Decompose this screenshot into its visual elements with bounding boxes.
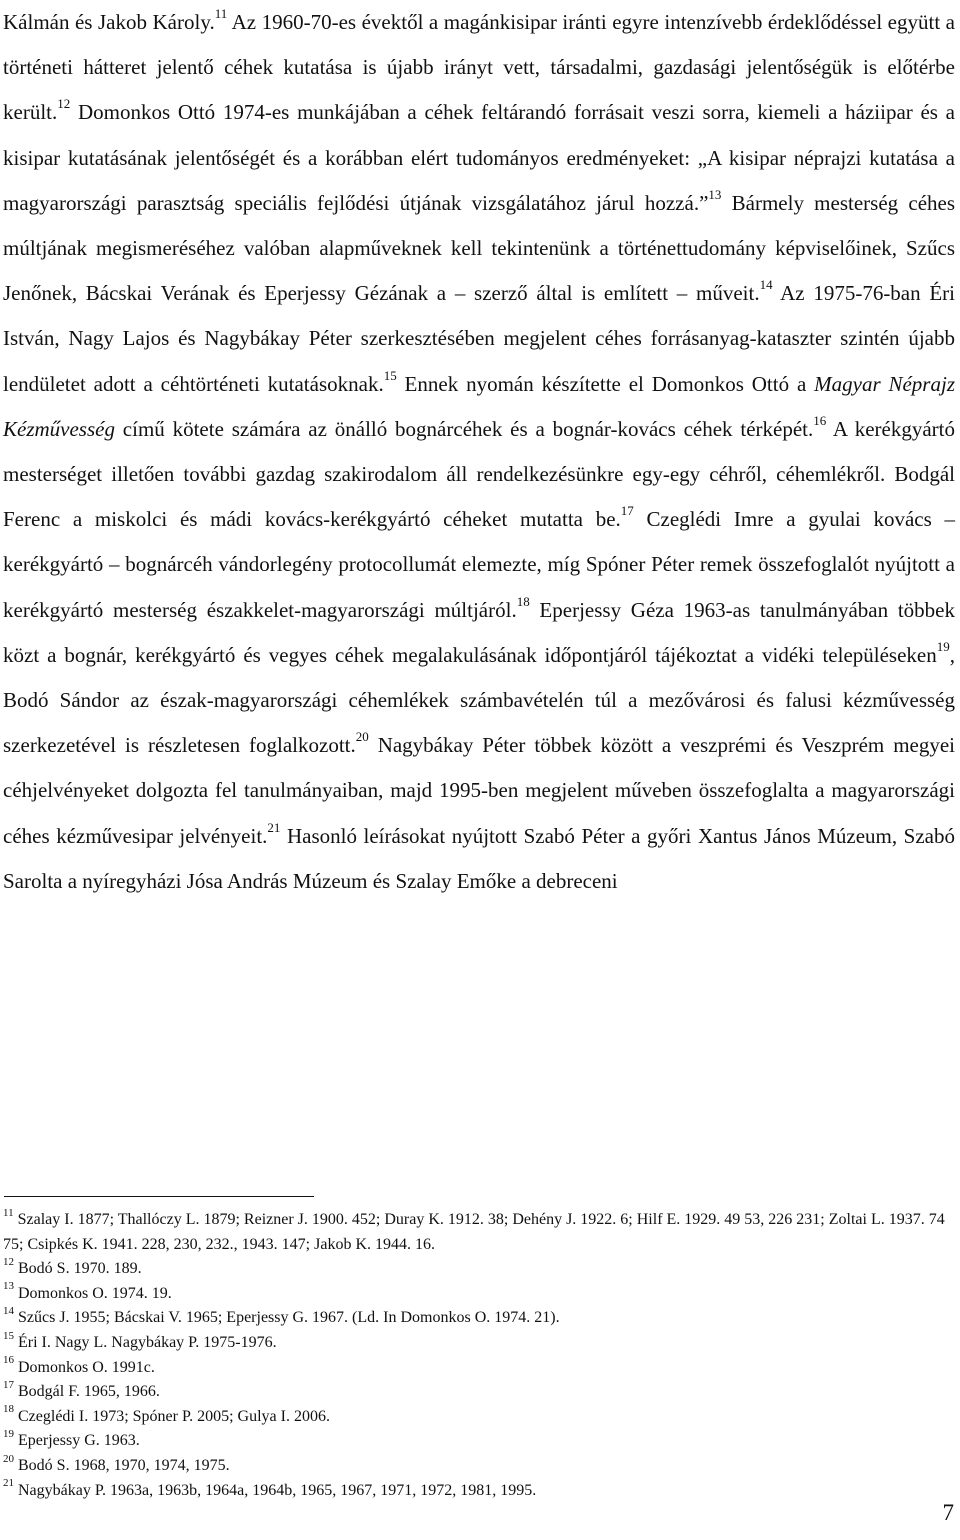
body-text-segment: Domonkos Ottó 1974-es munkájában a céhek feltárandó forrásait veszi sorra, kiemeli a háziipar és a kisipar kutatásának jelentőségét és a korábban elért tudományos eredményeket: „A kisipar néprajzi kutatása a magyarországi parasztság speciális fejlődési útjának vizsgálatához járul hozzá.” xyxy=(3,100,955,215)
footnote-number: 20 xyxy=(3,1452,14,1465)
body-text-segment: Hasonló leírásokat nyújtott Szabó Péter a győri Xantus János Múzeum, Szabó Sarolta a nyíregyházi Jósa András Múzeum és Szalay Emőke a debreceni xyxy=(3,823,955,893)
footnote-separator xyxy=(4,1196,314,1197)
footnotes xyxy=(3,1208,955,1503)
footnote-number: 11 xyxy=(3,1206,14,1219)
footnote-20 xyxy=(3,1454,955,1479)
footnote-ref: 21 xyxy=(267,819,281,835)
footnote-ref: 12 xyxy=(57,96,71,112)
footnote-number: 13 xyxy=(3,1280,14,1293)
book-title-italic: Magyar Néprajz Kézművesség xyxy=(3,371,955,441)
footnote-21 xyxy=(3,1479,955,1504)
footnote-16 xyxy=(3,1356,955,1381)
footnote-ref: 13 xyxy=(708,186,722,202)
body-text-segment: Az 1975-76-ban Éri István, Nagy Lajos és Nagybákay Péter szerkesztésében megjelent céhes forrásanyag-kataszter szintén újabb lendületet adott a céhtörténeti kutatásoknak. xyxy=(3,281,955,396)
body-paragraph xyxy=(3,0,955,904)
body-text-segment: Az 1960-70-es évektől a magánkisipar iránti egyre intenzívebb érdeklődéssel együtt a történeti hátteret jelentő céhek kutatása is újabb irányt vett, társadalmi, gazdasági jelentőségük is előtérbe került. xyxy=(3,10,955,125)
footnote-ref: 16 xyxy=(813,412,827,428)
footnote-text: Bodó S. 1970. 189. xyxy=(14,1260,142,1278)
page-number: 7 xyxy=(942,1500,954,1525)
footnote-ref: 11 xyxy=(214,6,228,21)
body-text-segment: , Bodó Sándor az észak-magyarországi céhemlékek számbavételén túl a mezővárosi és falusi kézművesség szerkezetével is részletesen foglalkozott. xyxy=(3,642,955,758)
footnote-ref: 18 xyxy=(516,593,530,609)
body-text-segment: Bármely mesterség céhes múltjának megismeréséhez valóban alapműveknek kell tekintenünk a történettudomány képviselőinek, Szűcs Jenőnek, Bácskai Verának és Eperjessy Gézának a – szerző által is említett – műveit. xyxy=(3,190,956,306)
body-text-segment: Ennek nyomán készítette el Domonkos Ottó a xyxy=(396,371,815,396)
footnote-19 xyxy=(3,1429,955,1454)
footnote-text: Czeglédi I. 1973; Spóner P. 2005; Gulya I. 2006. xyxy=(14,1407,330,1425)
footnote-ref: 15 xyxy=(383,367,397,383)
body-text-segment: Kálmán és Jakob Károly. xyxy=(3,10,215,34)
body-text-segment: Czeglédi Imre a gyulai kovács – kerékgyártó – bognárcéh vándorlegény protocollumát elemezte, míg Spóner Péter remek összefoglalót nyújtott a kerékgyártó mesterség északkelet-magyarországi múltjáról. xyxy=(3,507,955,622)
footnote-14 xyxy=(3,1306,955,1331)
footnote-ref: 19 xyxy=(936,638,950,654)
footnote-number: 15 xyxy=(3,1329,14,1342)
footnote-text: Bodgál F. 1965, 1966. xyxy=(14,1383,160,1401)
footnote-text: Nagybákay P. 1963a, 1963b, 1964a, 1964b, 1965, 1967, 1971, 1972, 1981, 1995. xyxy=(14,1481,537,1499)
footnote-13 xyxy=(3,1282,955,1307)
body-text-segment: A kerékgyártó mesterséget illetően további gazdag szakirodalom áll rendelkezésünkre egy-egy céhről, céhemlékről. Bodgál Ferenc a miskolci és mádi kovács-kerékgyártó céheket mutatta be. xyxy=(3,416,956,532)
footnote-number: 16 xyxy=(3,1354,14,1367)
footnote-17 xyxy=(3,1380,955,1405)
footnote-number: 12 xyxy=(3,1255,14,1268)
footnote-text: Éri I. Nagy L. Nagybákay P. 1975-1976. xyxy=(14,1333,277,1351)
body-text-segment: című kötete számára az önálló bognárcéhek és a bognár-kovács céhek térképét. xyxy=(114,416,814,441)
footnote-text: Domonkos O. 1974. 19. xyxy=(14,1284,172,1302)
body-text-segment: Nagybákay Péter többek között a veszprémi és Veszprém megyei céhjelvényeket dolgozta fel tanulmányaiban, majd 1995-ben megjelent műveben összefoglalta a magyarországi céhes kézművesipar jelvényeit. xyxy=(3,733,955,848)
footnote-ref: 17 xyxy=(620,503,634,519)
footnote-number: 18 xyxy=(3,1403,14,1416)
footnote-number: 21 xyxy=(3,1477,14,1490)
footnote-number: 19 xyxy=(3,1428,14,1441)
footnote-text: Szűcs J. 1955; Bácskai V. 1965; Eperjessy G. 1967. (Ld. In Domonkos O. 1974. 21). xyxy=(14,1309,560,1327)
footnote-12 xyxy=(3,1257,955,1282)
footnote-text: Domonkos O. 1991c. xyxy=(14,1358,155,1376)
footnote-text: Szalay I. 1877; Thallóczy L. 1879; Reizner J. 1900. 452; Duray K. 1912. 38; Dehény J. 1922. 6; Hilf E. 1929. 49 53, 226 231; Zoltai L. 1937. 74 75; Csipkés K. 1941. 228, 230, 232., 1943. 147; Jakob K. 1944. 16. xyxy=(3,1211,945,1253)
footnote-ref: 14 xyxy=(759,277,773,293)
footnote-18 xyxy=(3,1405,955,1430)
footnote-text: Eperjessy G. 1963. xyxy=(14,1432,140,1450)
footnote-ref: 20 xyxy=(355,729,369,745)
footnote-15 xyxy=(3,1331,955,1356)
footnote-number: 14 xyxy=(3,1305,14,1318)
footnote-text: Bodó S. 1968, 1970, 1974, 1975. xyxy=(14,1456,230,1474)
footnote-11 xyxy=(3,1208,955,1257)
footnote-number: 17 xyxy=(3,1378,14,1391)
body-text-segment: Eperjessy Géza 1963-as tanulmányában többek közt a bognár, kerékgyártó és vegyes céhek megalakulásának időpontjáról tájékoztat a vidéki településeken xyxy=(3,597,955,667)
